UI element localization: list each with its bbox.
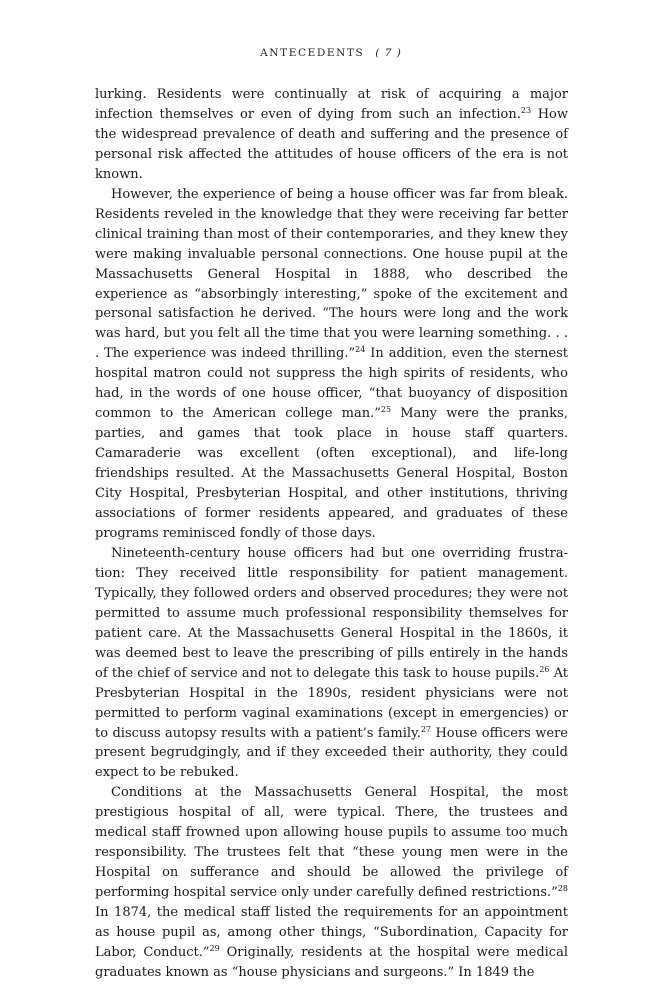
paragraph-text: Nineteenth-century house officers had but one overriding frustration: They received little responsibility for patient management. Typically, they followed orders and observed procedures; they were not permitted to assume much professional responsibility themselves for patient care. At the Massachusetts General Hospital in the 1860s, it was deemed best to leave the prescribing of pills entirely in the hands of the chief of service and not to delegate this task to house pupils. [95,545,568,681]
footnote-marker: 29 [209,943,220,953]
paragraph-text: How the widespread prevalence of death and suffering and the presence of personal risk affected the attitudes of house officers of the era is not known. [95,106,568,182]
paragraph-text: lurking. Residents were continually at risk of acquiring a major infection themselves or even of dying from such an infection. [95,87,568,122]
paragraph-text: At Presbyterian Hospital in the 1890s, resident physicians were not permitted to perform vaginal examinations (except in emergencies) or to discuss autopsy results with a patient’s family. [95,665,568,741]
footnote-marker: 26 [539,664,550,674]
paragraph-text: House officers were present begrudgingly, and if they exceeded their authority, they could expect to be rebuked. [95,725,568,781]
paragraph-text: In addition, even the sternest hospital matron could not suppress the high spirits of residents, who had, in the words of one house officer, “that buoyancy of disposition common to the American college man.” [95,346,568,422]
footnote-marker: 24 [355,345,366,355]
paragraph [95,85,568,185]
paragraph [95,544,568,783]
footnote-marker: 28 [557,884,568,894]
paragraph-text: Conditions at the Massachusetts General Hospital, the most prestigious hospital of all, were typical. There, the trustees and medical staff frowned upon allowing house pupils to assume too much responsibility. The trustees felt that “these young men were in the Hospital on sufferance and should be allowed the privilege of performing hospital service only under carefully defined restrictions.” [95,785,568,901]
footnote-marker: 25 [380,405,392,415]
paragraph [95,185,568,544]
paragraph-text: However, the experience of being a house officer was far from bleak. Residents reveled in the knowledge that they were receiving far better clinical training than most of their contemporaries, and they knew they were making invaluable personal connections. One house pupil at the Massachusetts General Hospital in 1888, who described the experience as “absorbingly interesting,” spoke of the excitement and personal satisfaction he derived. “The hours were long and the work was hard, but you felt all the time that you were learning something. . . . The experience was indeed thrilling.” [95,186,568,362]
paragraph-text: Many were the pranks, parties, and games that took place in house staff quarters. Camaraderie was excellent (often exceptional), and life-long friendships resulted. At the Massachusetts General Hospital, Boston City Hospital, Presbyterian Hospital, and other institutions, thriving associations of former residents appeared, and graduates of these programs reminisced fondly of those days. [95,406,568,541]
footnote-marker: 23 [520,105,532,115]
footnote-marker: 27 [420,724,432,734]
running-head-title: ANTECEDENTS [260,47,365,59]
running-header [0,47,662,59]
paragraph [95,783,568,983]
paragraph-text: In 1874, the medical staff listed the requirements for an appointment as house pupil as, among other things, “Subordination, Capacity for Labor, Conduct.” [95,905,568,960]
paragraph-text: Originally, residents at the hospital were medical graduates known as “house physicians and surgeons.” In 1849 the [95,944,568,980]
page-number: ( 7 ) [375,47,402,59]
body-text [95,85,568,983]
